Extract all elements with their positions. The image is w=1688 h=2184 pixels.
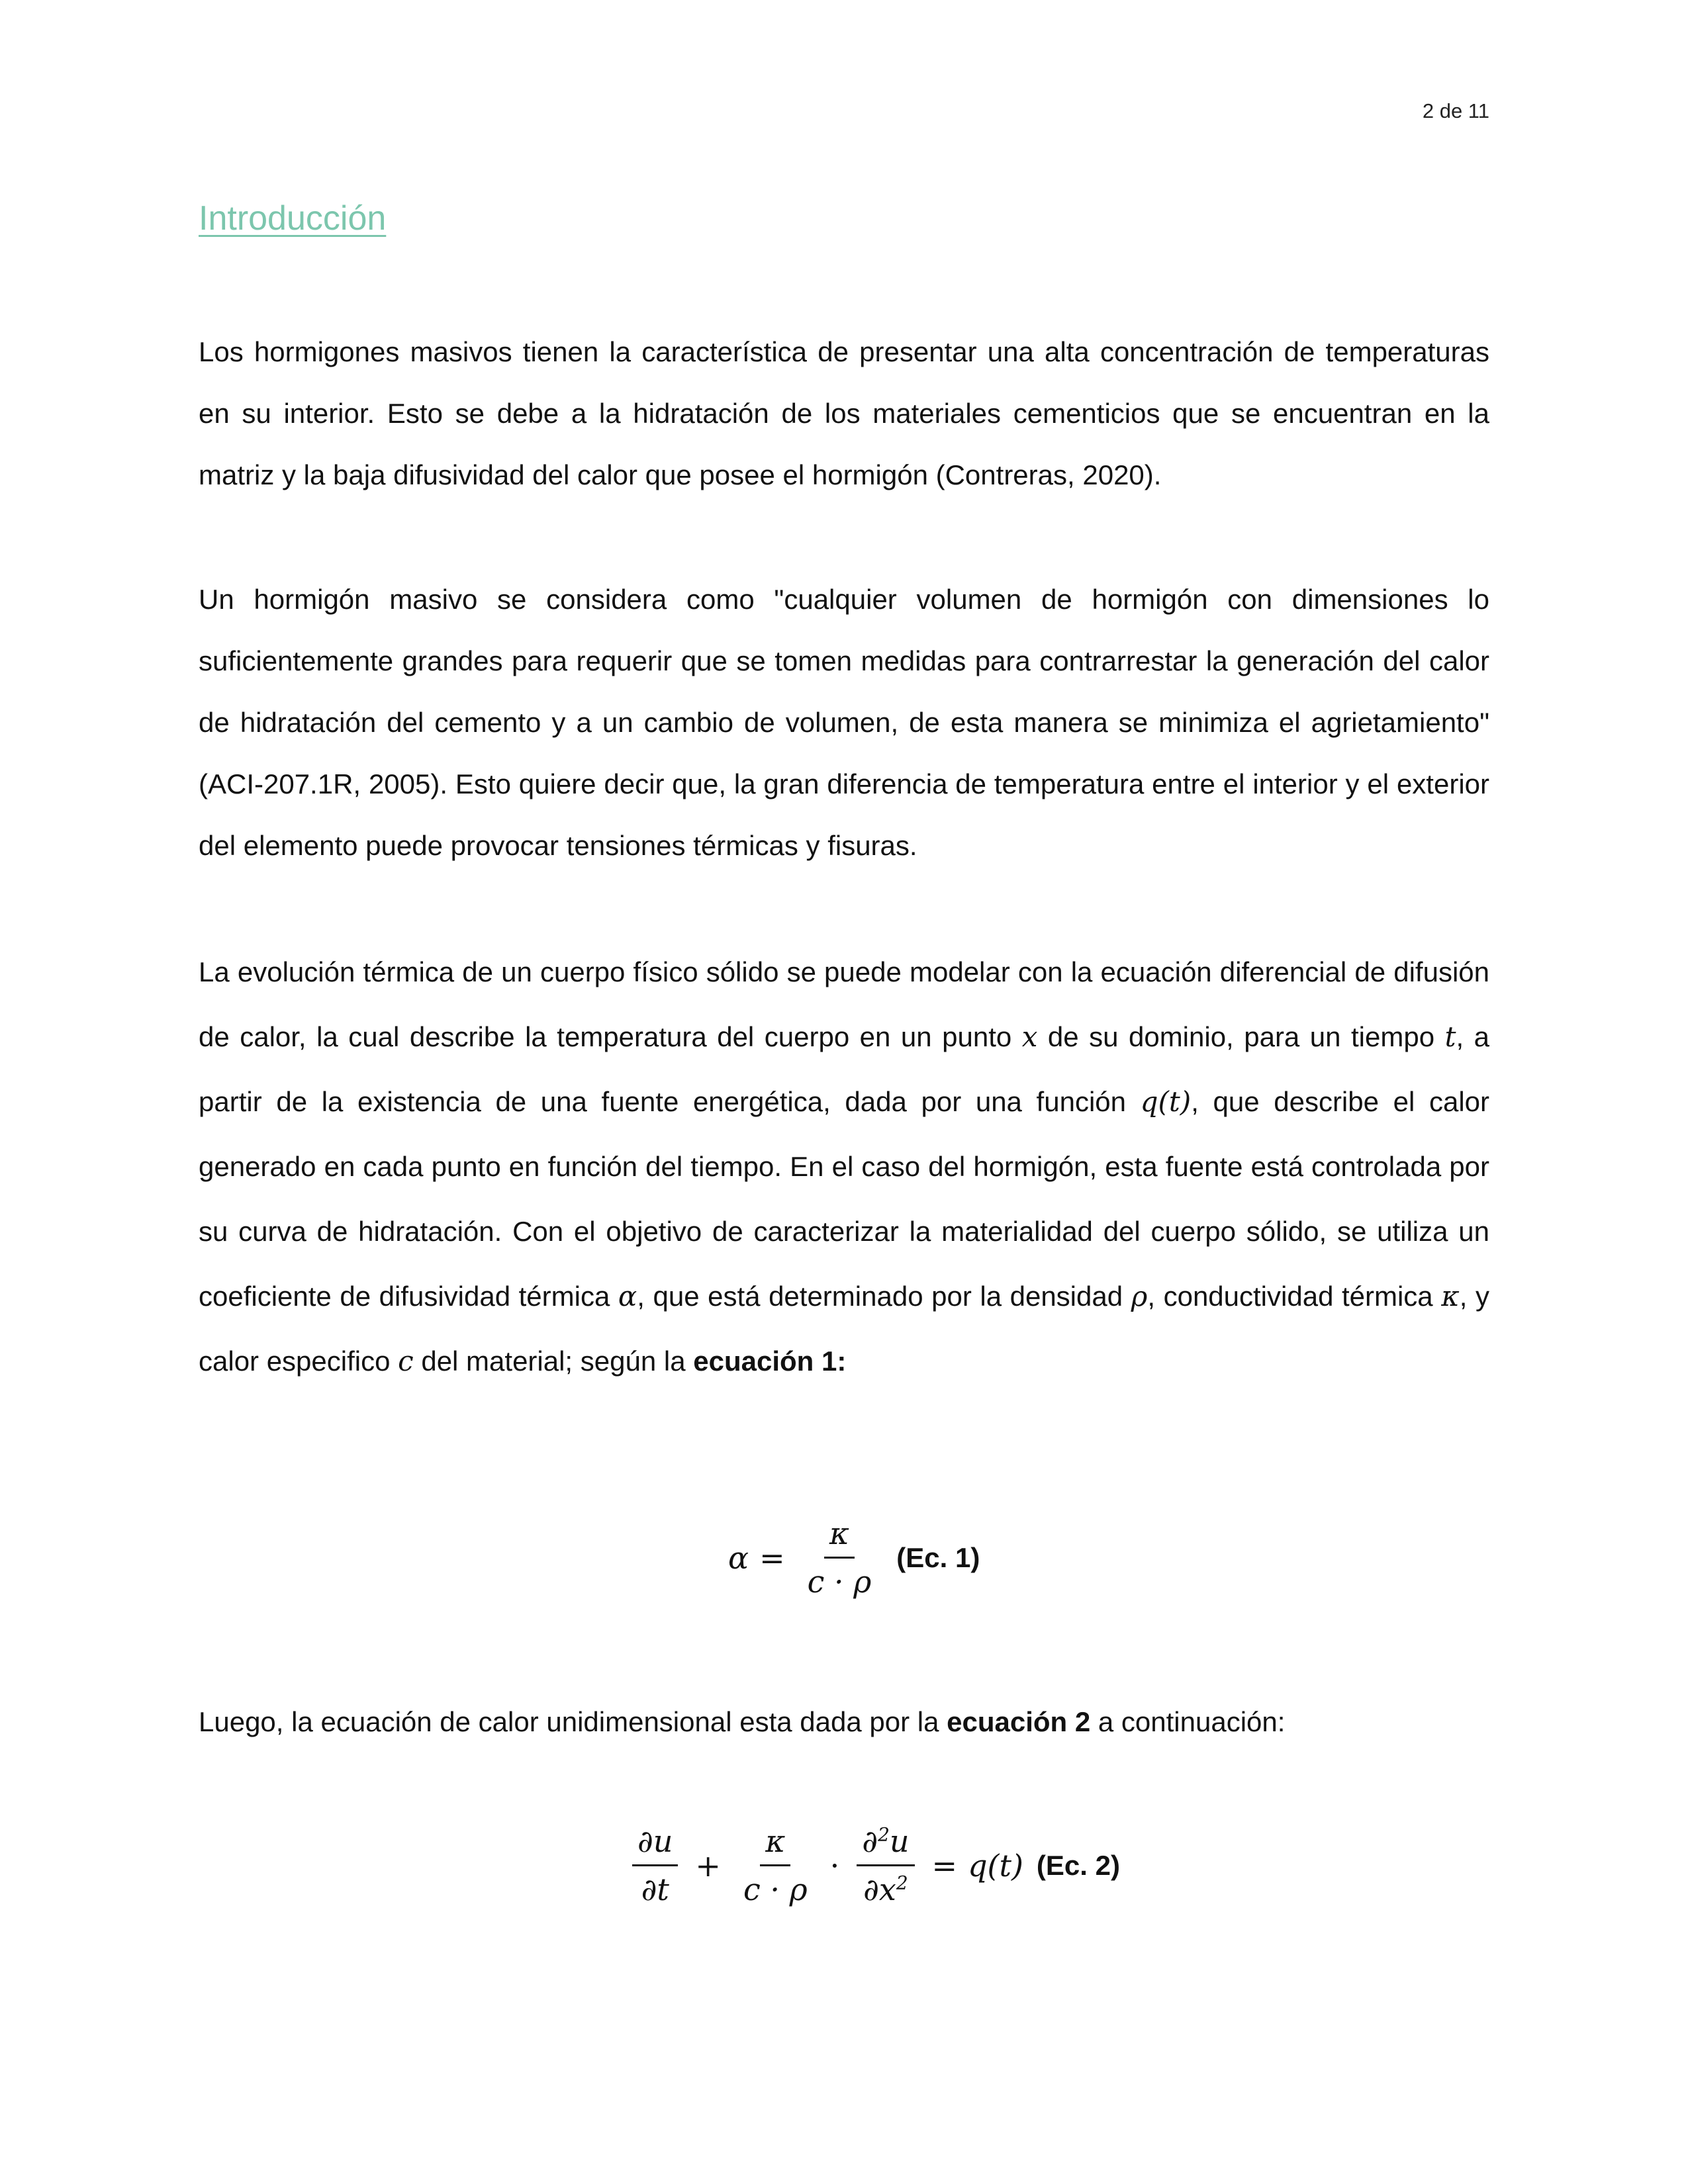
- eq2-f1-numerator: ∂u: [632, 1823, 678, 1866]
- variable-t: t: [1444, 1021, 1456, 1053]
- equation-1-reference: ecuación 1:: [693, 1345, 847, 1377]
- paragraph-3-text: , y calor especifico: [199, 1281, 1490, 1377]
- eq2-f3-numerator: [857, 1823, 914, 1866]
- variable-rho: ρ: [1131, 1280, 1148, 1312]
- paragraph-3-text: , que describe el calor generado en cada punto en función del tiempo. En el caso del hormigón, esta fuente está controlada por su curva de hidratación. Con el objetivo de caracterizar la materialidad del cuerpo sólido, se utiliza un coeficiente de difusividad térmica: [199, 1086, 1489, 1312]
- eq1-equals: =: [759, 1539, 785, 1576]
- paragraph-3: [199, 940, 1489, 1394]
- eq2-f2-numerator: κ: [760, 1823, 790, 1866]
- paragraph-3-text: , que está determinado por la densidad: [637, 1281, 1131, 1312]
- eq1-label: (Ec. 1): [896, 1541, 980, 1573]
- eq2-plus: +: [695, 1847, 721, 1884]
- equation-2-reference: ecuación 2: [947, 1706, 1091, 1737]
- eq2-f1-denominator: ∂t: [641, 1872, 669, 1907]
- eq2-u: u: [889, 1823, 910, 1859]
- eq2-rhs: q(t): [968, 1847, 1023, 1884]
- paragraph-3-text: del material; según la: [413, 1345, 694, 1377]
- eq2-fraction-du-dt: [632, 1823, 678, 1907]
- paragraph-3-text: , conductividad térmica: [1147, 1281, 1442, 1312]
- eq2-label: (Ec. 2): [1036, 1849, 1120, 1881]
- eq2-equals: =: [931, 1847, 958, 1884]
- eq2-f2-denominator: c · ρ: [743, 1872, 808, 1907]
- variable-c: c: [398, 1345, 414, 1377]
- eq2-f3-denominator: [858, 1866, 914, 1907]
- eq1-fraction: [802, 1516, 877, 1600]
- eq2-partial: ∂: [862, 1823, 878, 1859]
- paragraph-3-text: de su dominio, para un tiempo: [1037, 1021, 1445, 1052]
- variable-alpha: α: [618, 1280, 637, 1312]
- paragraph-1: Los hormigones masivos tienen la característica de presentar una alta concentración de temperaturas en su interior. Esto se debe a la hidratación de los materiales cementicios que se encuentran en la matriz y la baja difusividad del calor que posee el hormigón (Contreras, 2020).: [199, 336, 1489, 490]
- eq2-fraction-kappa: [738, 1823, 813, 1907]
- paragraph-3-text: , a partir de la existencia de una fuente energética, dada por una función: [199, 1021, 1489, 1117]
- eq1-numerator: κ: [824, 1516, 855, 1559]
- eq1-lhs: α: [728, 1539, 749, 1576]
- eq2-dot: ·: [829, 1847, 840, 1884]
- variable-kappa: κ: [1441, 1280, 1460, 1312]
- equation-2: [626, 1823, 1120, 1907]
- page-number: 2 de 11: [1422, 99, 1489, 122]
- eq2-den-exponent: 2: [896, 1872, 908, 1894]
- eq2-fraction-second-derivative: [857, 1823, 914, 1907]
- paragraph-2: Un hormigón masivo se considera como "cualquier volumen de hormigón con dimensiones lo suficientemente grandes para requerir que se tomen medidas para contrarrestar la generación del calor de hidratación del cemento y a un cambio de volumen, de esta manera se minimiza el agrietamiento" (ACI-207.1R, 2005). Esto quiere decir que, la gran diferencia de temperatura entre el interior y el exterior del elemento puede provocar tensiones térmicas y fisuras.: [199, 584, 1489, 861]
- paragraph-4-text: Luego, la ecuación de calor unidimensional esta dada por la: [199, 1706, 947, 1737]
- function-q-of-t: q(t): [1140, 1085, 1192, 1118]
- paragraph-4-text: a continuación:: [1090, 1706, 1286, 1737]
- section-heading: Introducción: [199, 199, 387, 238]
- equation-1: [728, 1516, 980, 1600]
- eq1-denominator: c · ρ: [807, 1564, 872, 1600]
- paragraph-3-text: La evolución térmica de un cuerpo físico sólido se puede modelar con la ecuación diferencial de difusión de calor, la cual describe la temperatura del cuerpo en un punto: [199, 956, 1489, 1052]
- eq2-dx: ∂x: [863, 1872, 896, 1907]
- paragraph-4: [199, 1691, 1489, 1752]
- variable-x: x: [1021, 1021, 1038, 1053]
- eq2-num-exponent: 2: [878, 1823, 890, 1846]
